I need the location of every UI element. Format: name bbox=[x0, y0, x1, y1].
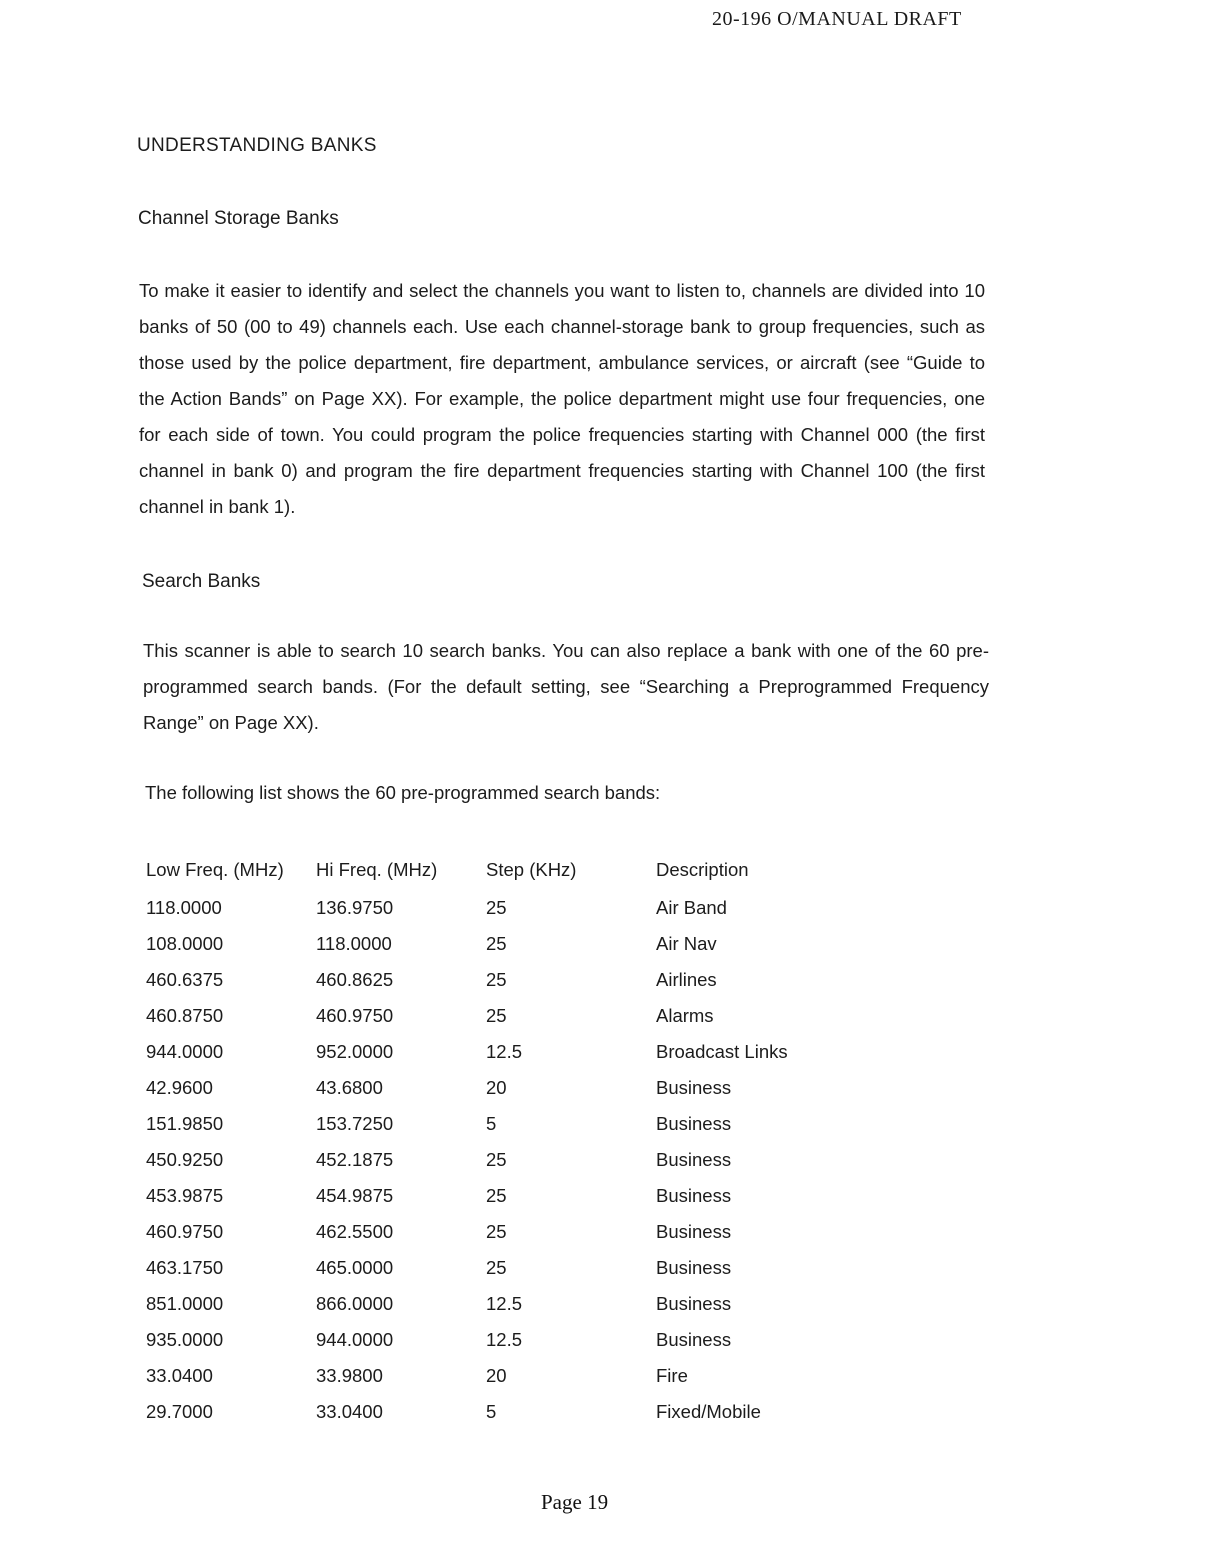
description-cell: Business bbox=[656, 1329, 732, 1350]
search-banks-paragraph: This scanner is able to search 10 search banks. You can also replace a bank with one of the 60 pre-programmed search bands. (For the default setting, see “Searching a Preprogrammed Frequency Range” on Page XX). bbox=[143, 640, 989, 733]
column-header-hi-freq: Hi Freq. (MHz) bbox=[316, 859, 438, 880]
hi-freq-cell: 460.8625 bbox=[316, 969, 394, 990]
table-row bbox=[140, 1178, 862, 1214]
table-row bbox=[140, 890, 862, 926]
description-cell: Business bbox=[656, 1293, 732, 1314]
description-cell: Business bbox=[656, 1077, 732, 1098]
low-freq-cell: 460.6375 bbox=[146, 969, 224, 990]
hi-freq-cell: 465.0000 bbox=[316, 1257, 394, 1278]
step-cell: 25 bbox=[486, 1221, 507, 1242]
step-cell: 20 bbox=[486, 1365, 507, 1386]
table-row bbox=[140, 1034, 862, 1070]
low-freq-cell: 151.9850 bbox=[146, 1113, 224, 1134]
table-row bbox=[140, 1070, 862, 1106]
step-cell: 12.5 bbox=[486, 1041, 523, 1062]
hi-freq-cell: 460.9750 bbox=[316, 1005, 394, 1026]
step-cell: 25 bbox=[486, 933, 507, 954]
step-cell: 12.5 bbox=[486, 1293, 523, 1314]
step-cell: 25 bbox=[486, 969, 507, 990]
table-row bbox=[140, 1142, 862, 1178]
low-freq-cell: 460.8750 bbox=[146, 1005, 224, 1026]
search-bands-table bbox=[140, 850, 862, 1430]
step-cell: 25 bbox=[486, 1005, 507, 1026]
description-cell: Fire bbox=[656, 1365, 688, 1386]
description-cell: Alarms bbox=[656, 1005, 714, 1026]
page-header: 20-196 O/MANUAL DRAFT bbox=[712, 8, 962, 30]
low-freq-cell: 108.0000 bbox=[146, 933, 224, 954]
description-cell: Air Nav bbox=[656, 933, 717, 954]
step-cell: 25 bbox=[486, 1185, 507, 1206]
description-cell: Business bbox=[656, 1221, 732, 1242]
table-row bbox=[140, 998, 862, 1034]
low-freq-cell: 851.0000 bbox=[146, 1293, 224, 1314]
table-row bbox=[140, 962, 862, 998]
description-cell: Business bbox=[656, 1257, 732, 1278]
step-cell: 5 bbox=[486, 1113, 497, 1134]
low-freq-cell: 460.9750 bbox=[146, 1221, 224, 1242]
description-cell: Broadcast Links bbox=[656, 1041, 788, 1062]
table-row bbox=[140, 1214, 862, 1250]
low-freq-cell: 118.0000 bbox=[146, 897, 222, 918]
hi-freq-cell: 118.0000 bbox=[316, 933, 392, 954]
hi-freq-cell: 454.9875 bbox=[316, 1185, 394, 1206]
channel-storage-paragraph: To make it easier to identify and select the channels you want to listen to, channels are divided into 10 banks of 50 (00 to 49) channels each. Use each channel-storage bank to group frequencies, such as those used by the police department, fire department, ambulance services, or aircraft (see “Guide to the Action Bands” on Page XX). For example, the police department might use four frequencies, one for each side of town. You could program the police frequencies starting with Channel 000 (the first channel in bank 0) and program the fire department frequencies starting with Channel 100 (the first channel in bank 1). bbox=[139, 280, 985, 517]
description-cell: Airlines bbox=[656, 969, 717, 990]
description-cell: Business bbox=[656, 1185, 732, 1206]
section-title: UNDERSTANDING BANKS bbox=[137, 135, 377, 156]
hi-freq-cell: 136.9750 bbox=[316, 897, 394, 918]
hi-freq-cell: 33.0400 bbox=[316, 1401, 383, 1422]
hi-freq-cell: 944.0000 bbox=[316, 1329, 394, 1350]
description-cell: Air Band bbox=[656, 897, 727, 918]
low-freq-cell: 453.9875 bbox=[146, 1185, 224, 1206]
column-header-description: Description bbox=[656, 859, 749, 880]
low-freq-cell: 29.7000 bbox=[146, 1401, 213, 1422]
step-cell: 12.5 bbox=[486, 1329, 523, 1350]
hi-freq-cell: 43.6800 bbox=[316, 1077, 383, 1098]
table-row bbox=[140, 1358, 862, 1394]
step-cell: 25 bbox=[486, 897, 507, 918]
hi-freq-cell: 952.0000 bbox=[316, 1041, 394, 1062]
low-freq-cell: 944.0000 bbox=[146, 1041, 224, 1062]
low-freq-cell: 450.9250 bbox=[146, 1149, 224, 1170]
page-number: Page 19 bbox=[541, 1490, 609, 1514]
step-cell: 25 bbox=[486, 1149, 507, 1170]
step-cell: 25 bbox=[486, 1257, 507, 1278]
hi-freq-cell: 153.7250 bbox=[316, 1113, 394, 1134]
table-row bbox=[140, 1286, 862, 1322]
column-header-low-freq: Low Freq. (MHz) bbox=[146, 859, 284, 880]
table-row bbox=[140, 1106, 862, 1142]
channel-storage-heading: Channel Storage Banks bbox=[138, 208, 339, 229]
low-freq-cell: 463.1750 bbox=[146, 1257, 224, 1278]
low-freq-cell: 42.9600 bbox=[146, 1077, 213, 1098]
table-row bbox=[140, 1250, 862, 1286]
hi-freq-cell: 866.0000 bbox=[316, 1293, 394, 1314]
step-cell: 5 bbox=[486, 1401, 497, 1422]
step-cell: 20 bbox=[486, 1077, 507, 1098]
table-row bbox=[140, 1322, 862, 1358]
low-freq-cell: 935.0000 bbox=[146, 1329, 224, 1350]
low-freq-cell: 33.0400 bbox=[146, 1365, 213, 1386]
search-banks-heading: Search Banks bbox=[142, 571, 261, 592]
hi-freq-cell: 33.9800 bbox=[316, 1365, 383, 1386]
hi-freq-cell: 452.1875 bbox=[316, 1149, 394, 1170]
hi-freq-cell: 462.5500 bbox=[316, 1221, 394, 1242]
description-cell: Fixed/Mobile bbox=[656, 1401, 761, 1422]
table-row bbox=[140, 1394, 862, 1430]
column-header-step: Step (KHz) bbox=[486, 859, 577, 880]
list-intro: The following list shows the 60 pre-programmed search bands: bbox=[145, 782, 661, 803]
description-cell: Business bbox=[656, 1113, 732, 1134]
table-header-row bbox=[140, 850, 862, 890]
description-cell: Business bbox=[656, 1149, 732, 1170]
table-row bbox=[140, 926, 862, 962]
